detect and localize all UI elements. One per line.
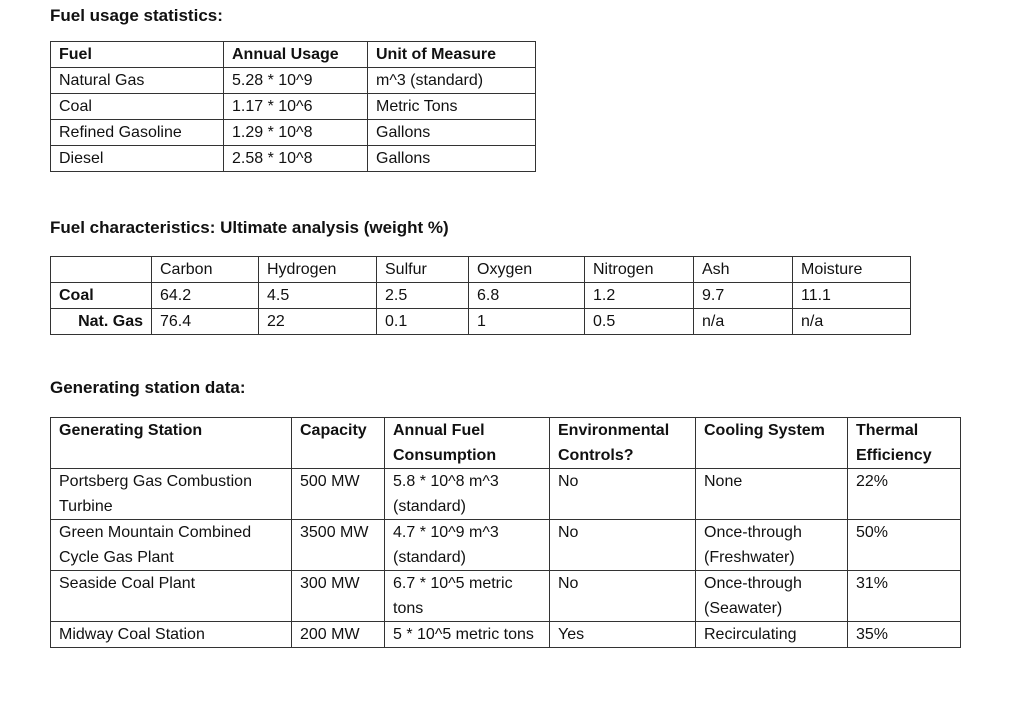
table-cell: Metric Tons (368, 94, 536, 120)
table-cell: 200 MW (292, 622, 385, 648)
table-cell: 35% (848, 622, 961, 648)
table-cell: 6.7 * 10^5 metric tons (385, 571, 550, 622)
table-row (51, 94, 536, 120)
table-cell: 1.17 * 10^6 (224, 94, 368, 120)
table-cell: Once-through (Seawater) (696, 571, 848, 622)
table-header-row (51, 257, 911, 283)
table-cell: No (550, 520, 696, 571)
table-cell: 2.58 * 10^8 (224, 146, 368, 172)
table-cell: Coal (51, 94, 224, 120)
table-cell: 500 MW (292, 469, 385, 520)
table-cell: m^3 (standard) (368, 68, 536, 94)
table-cell: 50% (848, 520, 961, 571)
column-header: Cooling System (696, 418, 848, 469)
fuel-usage-table (50, 41, 536, 172)
table-row (51, 283, 911, 309)
column-header: Capacity (292, 418, 385, 469)
table-row (51, 571, 961, 622)
table-row (51, 68, 536, 94)
column-header: Environmental Controls? (550, 418, 696, 469)
table-cell: Portsberg Gas Combustion Turbine (51, 469, 292, 520)
table-cell: Refined Gasoline (51, 120, 224, 146)
column-header: Carbon (152, 257, 259, 283)
table-cell: None (696, 469, 848, 520)
row-header: Nat. Gas (51, 309, 152, 335)
table-row (51, 120, 536, 146)
row-header: Coal (51, 283, 152, 309)
column-header: Generating Station (51, 418, 292, 469)
table-cell: Green Mountain Combined Cycle Gas Plant (51, 520, 292, 571)
table-cell: n/a (694, 309, 793, 335)
generating-station-table (50, 417, 961, 648)
table-cell: Gallons (368, 146, 536, 172)
table-cell: 3500 MW (292, 520, 385, 571)
table-cell: Once-through (Freshwater) (696, 520, 848, 571)
table-cell: 22% (848, 469, 961, 520)
table-cell: Diesel (51, 146, 224, 172)
column-header: Oxygen (469, 257, 585, 283)
column-header: Thermal Efficiency (848, 418, 961, 469)
table-row (51, 622, 961, 648)
column-header: Annual Fuel Consumption (385, 418, 550, 469)
table-cell: 76.4 (152, 309, 259, 335)
table-cell: 22 (259, 309, 377, 335)
table-cell: No (550, 469, 696, 520)
table-cell: 6.8 (469, 283, 585, 309)
fuel-characteristics-heading: Fuel characteristics: Ultimate analysis (weight %) (50, 218, 449, 237)
table-cell: 9.7 (694, 283, 793, 309)
table-cell: 0.1 (377, 309, 469, 335)
table-cell: 5 * 10^5 metric tons (385, 622, 550, 648)
table-cell: Recirculating (696, 622, 848, 648)
table-cell: 31% (848, 571, 961, 622)
column-header: Nitrogen (585, 257, 694, 283)
table-cell: 11.1 (793, 283, 911, 309)
column-header: Hydrogen (259, 257, 377, 283)
table-cell: 1.2 (585, 283, 694, 309)
table-cell: 300 MW (292, 571, 385, 622)
table-header-row (51, 42, 536, 68)
table-row (51, 309, 911, 335)
column-header: Unit of Measure (368, 42, 536, 68)
table-cell: 5.28 * 10^9 (224, 68, 368, 94)
table-row (51, 146, 536, 172)
column-header (51, 257, 152, 283)
table-row (51, 469, 961, 520)
table-cell: Seaside Coal Plant (51, 571, 292, 622)
column-header: Sulfur (377, 257, 469, 283)
table-cell: Gallons (368, 120, 536, 146)
column-header: Ash (694, 257, 793, 283)
fuel-characteristics-table (50, 256, 911, 335)
table-cell: No (550, 571, 696, 622)
table-cell: 2.5 (377, 283, 469, 309)
fuel-usage-heading: Fuel usage statistics: (50, 6, 223, 25)
table-row (51, 520, 961, 571)
generating-station-heading: Generating station data: (50, 378, 246, 397)
column-header: Annual Usage (224, 42, 368, 68)
column-header: Fuel (51, 42, 224, 68)
table-cell: 0.5 (585, 309, 694, 335)
table-header-row (51, 418, 961, 469)
table-cell: Natural Gas (51, 68, 224, 94)
table-cell: 64.2 (152, 283, 259, 309)
table-cell: Midway Coal Station (51, 622, 292, 648)
table-cell: n/a (793, 309, 911, 335)
table-cell: 1.29 * 10^8 (224, 120, 368, 146)
table-cell: 4.7 * 10^9 m^3 (standard) (385, 520, 550, 571)
column-header: Moisture (793, 257, 911, 283)
table-cell: 1 (469, 309, 585, 335)
table-cell: Yes (550, 622, 696, 648)
table-cell: 5.8 * 10^8 m^3 (standard) (385, 469, 550, 520)
table-cell: 4.5 (259, 283, 377, 309)
